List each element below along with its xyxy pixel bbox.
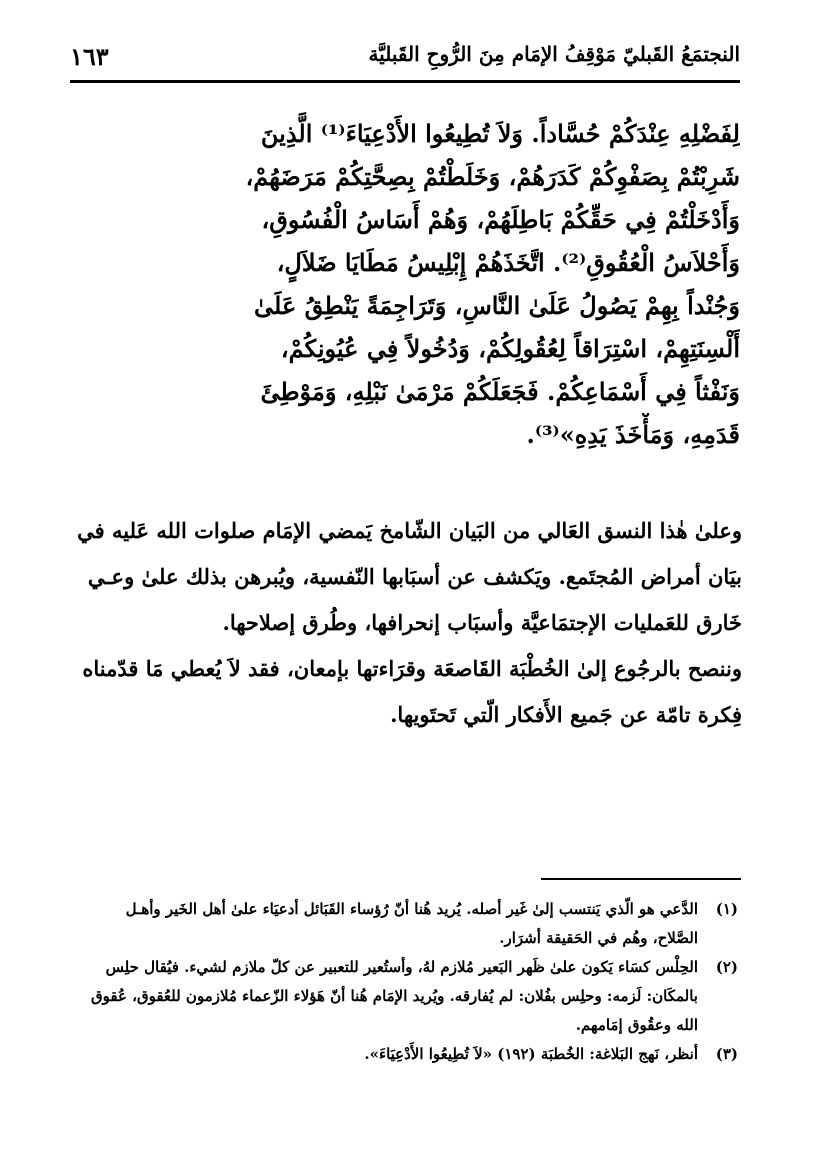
footnote-3	[70, 1040, 738, 1069]
paragraph-line: وعلىٰ هٰذا النسق العَالي من البَيان الشّامخ يَمضي الإمَام صلوات الله عَليه في	[77, 518, 742, 543]
paragraph-line: بيَان أمراض المُجتَمع. ويَكشف عن أسبَابها النّفسية، ويُبرهن بذلك علىٰ وعـي	[87, 564, 742, 589]
page-header	[70, 42, 740, 90]
paragraph-line: خَارق للعَمليات الإجتمَاعيَّة وأسبَاب إنحرافها، وطُرق إصلاحها.	[222, 610, 742, 635]
quoted-sermon-text	[185, 112, 740, 456]
footnote-line: الدَّعي هو الّذي يَنتسب إلىٰ غَير أصله. يُريد هُنا أنّ رُؤساء القَبَائل أدعيَاء علىٰ أهل الخَير وأهـل	[125, 900, 698, 918]
footnote-1	[70, 895, 738, 953]
paragraph-recommendation	[70, 646, 742, 738]
quote-line: وَأَدْخَلْتُمْ فِي حَقِّكُمْ بَاطِلَهُمْ، وَهُمْ أَسَاسُ الْفُسُوقِ،	[261, 205, 740, 234]
footnote-line: أنظر، نَهج البَلاغة: الخُطبَة (١٩٢) «لاَ تُطِيعُوا الأَدْعِيَاءَ».	[364, 1045, 698, 1063]
footnotes	[70, 895, 738, 1069]
quote-line: لِفَضْلِهِ عِنْدَكُمْ حُسَّاداً. وَلاَ تُطِيعُوا الأَدْعِيَاءَ⁽¹⁾ الَّذِينَ	[260, 119, 740, 148]
page-number: ١٦٣	[70, 42, 109, 71]
paragraph-line: فِكرة تامّة عن جَميع الأَفكار الّتي تَحتَويها.	[390, 702, 742, 727]
footnote-line: الله وعقُوق إمَامهم.	[575, 1016, 698, 1034]
header-rule	[70, 80, 740, 83]
footnote-2	[70, 953, 738, 1040]
quote-line: شَرِبْتُمْ بِصَفْوِكُمْ كَدَرَهُمْ، وَخَلَطْتُمْ بِصِحَّتِكُمْ مَرَضَهُمْ،	[245, 162, 740, 191]
quote-line: قَدَمِهِ، وَمَأْخَذَ يَدِهِ»⁽³⁾.	[526, 420, 740, 449]
body-text	[70, 508, 742, 738]
paragraph-line: وننصح بالرجُوع إلىٰ الخُطْبَة القَاصعَة وقرَاءتها بإمعان، فقد لاَ يُعطي مَا قدّمناه	[82, 656, 742, 681]
footnote-number: (٣)	[715, 1045, 738, 1063]
footnote-number: (١)	[715, 900, 738, 918]
quote-line: وَنَفْثاً فِي أَسْمَاعِكُمْ. فَجَعَلَكُمْ مَرْمَىٰ نَبْلِهِ، وَمَوْطِئَ	[260, 377, 740, 406]
footnote-line: بالمكَان: لَزمه: وحلِس بفُلان: لم يُفارقه. ويُريد الإمَام هُنا أنّ هَؤلاء الزّعماء مُلازمون للعُقوق، عُقوق	[90, 987, 698, 1005]
quote-line: وَأَحْلاَسُ الْعُقُوقِ⁽²⁾. اتَّخَذَهُمْ إِبْلِيسُ مَطَايَا ضَلاَلٍ،	[276, 248, 740, 277]
quote-line: وَجُنْداً بِهِمْ يَصُولُ عَلَىٰ النَّاسِ، وَتَرَاجِمَةً يَنْطِقُ عَلَىٰ	[254, 291, 740, 320]
running-title: النجتمَعُ القَبليّ مَوْقِفُ الإمَام مِنَ الرُّوحِ القَبليَّة	[368, 42, 740, 66]
footnote-separator	[541, 878, 741, 880]
footnote-number: (٢)	[715, 958, 738, 976]
paragraph-commentary	[70, 508, 742, 646]
footnote-line: الصَّلاح، وهُم في الحَقيقة أشرَار.	[499, 929, 698, 947]
footnote-line: الحِلْس كسَاء يَكون علىٰ ظَهر البَعير مُلازم لهُ، وأستُعير للتعبير عن كلّ ملازم لشيء. فيُقال حلِس	[105, 958, 698, 976]
quote-line: أَلْسِنَتِهِمْ، اسْتِرَاقاً لِعُقُولِكُمْ، وَدُخُولاً فِي عُيُونِكُمْ،	[280, 334, 740, 363]
